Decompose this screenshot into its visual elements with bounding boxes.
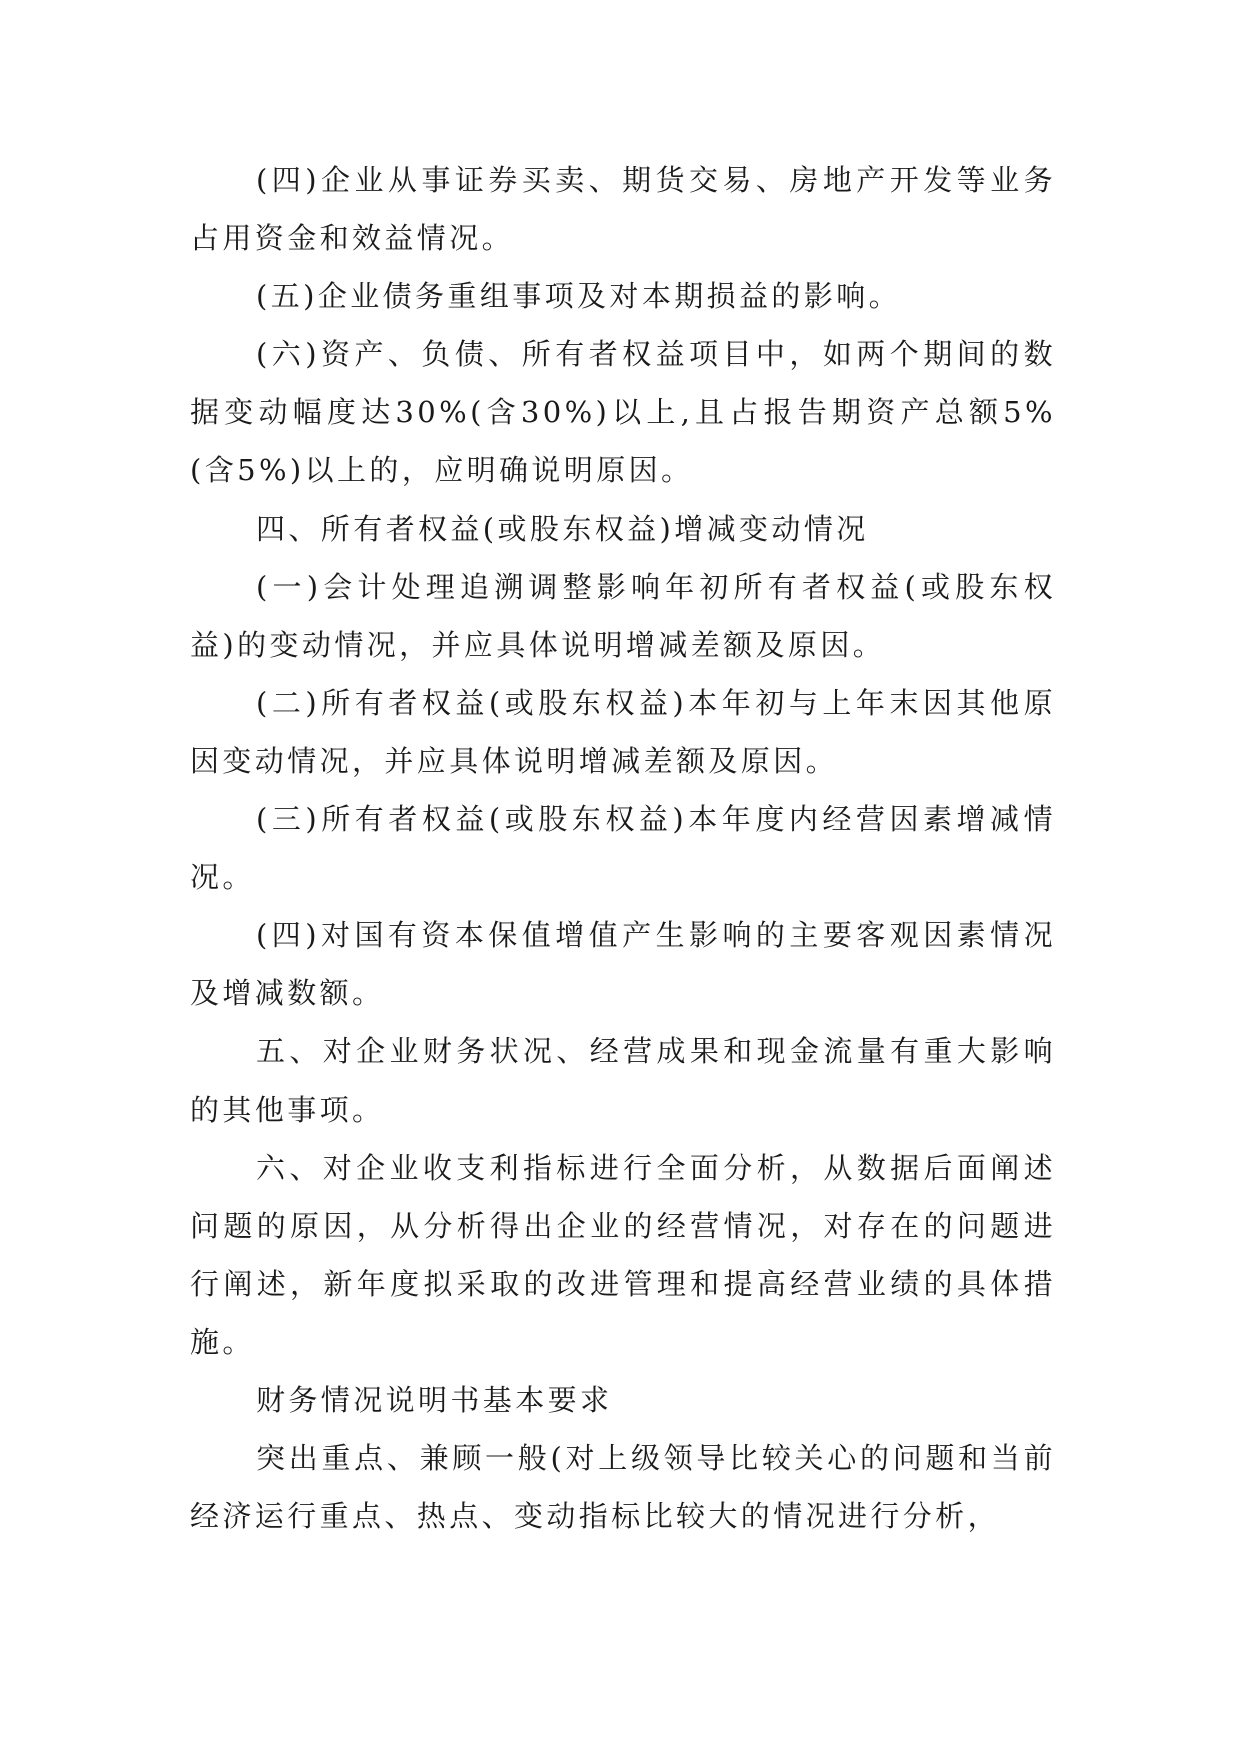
document-body (190, 151, 1056, 1545)
paragraph-state-capital-factors: (四)对国有资本保值增值产生影响的主要客观因素情况及增减数额。 (190, 918, 1056, 1011)
paragraph-retrospective-adjustment: (一)会计处理追溯调整影响年初所有者权益(或股东权益)的变动情况，并应具体说明增减差额及原因。 (190, 569, 1056, 662)
section-heading-basic-requirements: 财务情况说明书基本要求 (256, 1382, 613, 1417)
section-heading-other-major-matters: 五、对企业财务状况、经营成果和现金流量有重大影响的其他事项。 (190, 1034, 1056, 1127)
paragraph-highlight-key-points: 突出重点、兼顾一般(对上级领导比较关心的问题和当前经济运行重点、热点、变动指标比较大的情况进行分析， (190, 1441, 1056, 1534)
paragraph-enterprise-securities-futures-realestate: (四)企业从事证券买卖、期货交易、房地产开发等业务占用资金和效益情况。 (190, 163, 1056, 256)
section-heading-comprehensive-analysis: 六、对企业收支利指标进行全面分析，从数据后面阐述问题的原因，从分析得出企业的经营情况，对存在的问题进行阐述，新年度拟采取的改进管理和提高经营业绩的具体措施。 (190, 1150, 1056, 1359)
paragraph-debt-restructuring: (五)企业债务重组事项及对本期损益的影响。 (256, 279, 902, 314)
paragraph-balance-change-explanation: (六)资产、负债、所有者权益项目中，如两个期间的数据变动幅度达30%(含30%)以上,且占报告期资产总额5%(含5%)以上的，应明确说明原因。 (190, 337, 1056, 488)
section-heading-equity-changes: 四、所有者权益(或股东权益)增减变动情况 (256, 511, 869, 546)
paragraph-other-reason-changes: (二)所有者权益(或股东权益)本年初与上年末因其他原因变动情况，并应具体说明增减差额及原因。 (190, 685, 1056, 778)
paragraph-operating-factor-changes: (三)所有者权益(或股东权益)本年度内经营因素增减情况。 (190, 802, 1056, 895)
